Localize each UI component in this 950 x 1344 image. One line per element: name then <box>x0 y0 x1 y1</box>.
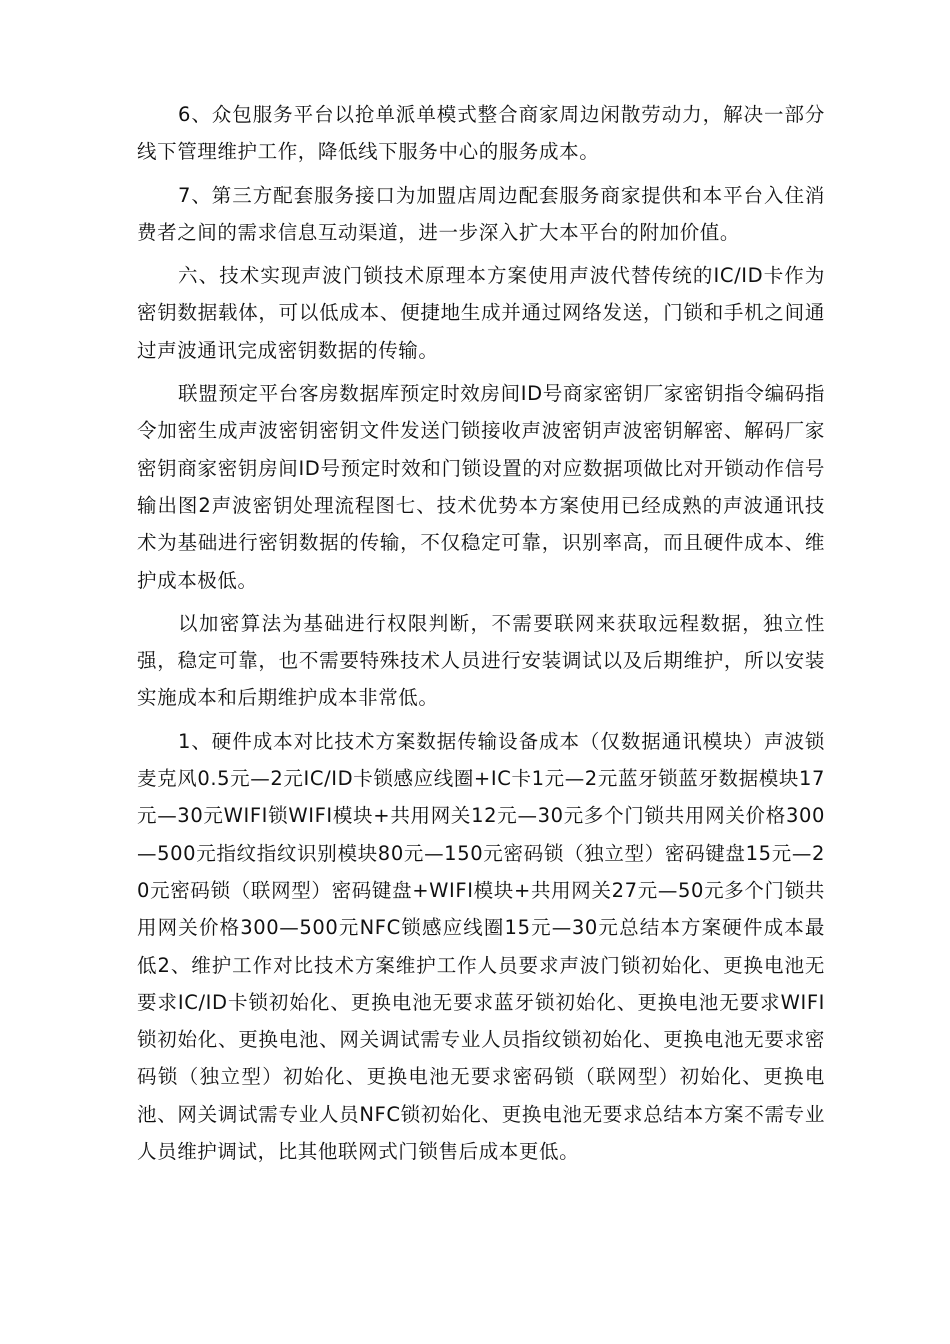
paragraph-crowdsourcing: 6、众包服务平台以抢单派单模式整合商家周边闲散劳动力，解决一部分线下管理维护工作，降低线下服务中心的服务成本。 <box>137 103 825 164</box>
paragraph-key-processing-flow: 联盟预定平台客房数据库预定时效房间ID号商家密钥厂家密钥指令编码指令加密生成声波密钥密钥文件发送门锁接收声波密钥声波密钥解密、解码厂家密钥商家密钥房间ID号预定时效和门锁设置的对应数据项做比对开锁动作信号输出图2声波密钥处理流程图七、技术优势本方案使用已经成熟的声波通讯技术为基础进行密钥数据的传输，不仅稳定可靠，识别率高，而且硬件成本、维护成本极低。 <box>137 382 825 592</box>
paragraph-third-party-interface: 7、第三方配套服务接口为加盟店周边配套服务商家提供和本平台入住消费者之间的需求信息互动渠道，进一步深入扩大本平台的附加价值。 <box>137 183 825 244</box>
paragraph-encryption-advantage: 以加密算法为基础进行权限判断，不需要联网来获取远程数据，独立性强，稳定可靠，也不需要特殊技术人员进行安装调试以及后期维护，所以安装实施成本和后期维护成本非常低。 <box>137 611 825 710</box>
paragraph-technical-implementation: 六、技术实现声波门锁技术原理本方案使用声波代替传统的IC/ID卡作为密钥数据载体，可以低成本、便捷地生成并通过网络发送，门锁和手机之间通过声波通讯完成密钥数据的传输。 <box>137 264 825 362</box>
paragraph-cost-comparison: 1、硬件成本对比技术方案数据传输设备成本（仅数据通讯模块）声波锁麦克风0.5元—2元IC/ID卡锁感应线圈+IC卡1元—2元蓝牙锁蓝牙数据模块17元—30元WIFI锁WIFI模块+共用网关12元—30元多个门锁共用网关价格300—500元指纹指纹识别模块80元—150元密码锁（独立型）密码键盘15元—20元密码锁（联网型）密码键盘+WIFI模块+共用网关27元—50元多个门锁共用网关价格300—500元NFC锁感应线圈15元—30元总结本方案硬件成本最低2、维护工作对比技术方案维护工作人员要求声波门锁初始化、更换电池无要求IC/ID卡锁初始化、更换电池无要求蓝牙锁初始化、更换电池无要求WIFI锁初始化、更换电池、网关调试需专业人员指纹锁初始化、更换电池无要求密码锁（独立型）初始化、更换电池无要求密码锁（联网型）初始化、更换电池、网关调试需专业人员NFC锁初始化、更换电池无要求总结本方案不需专业人员维护调试，比其他联网式门锁售后成本更低。 <box>137 729 825 1164</box>
document-body <box>137 96 825 1176</box>
